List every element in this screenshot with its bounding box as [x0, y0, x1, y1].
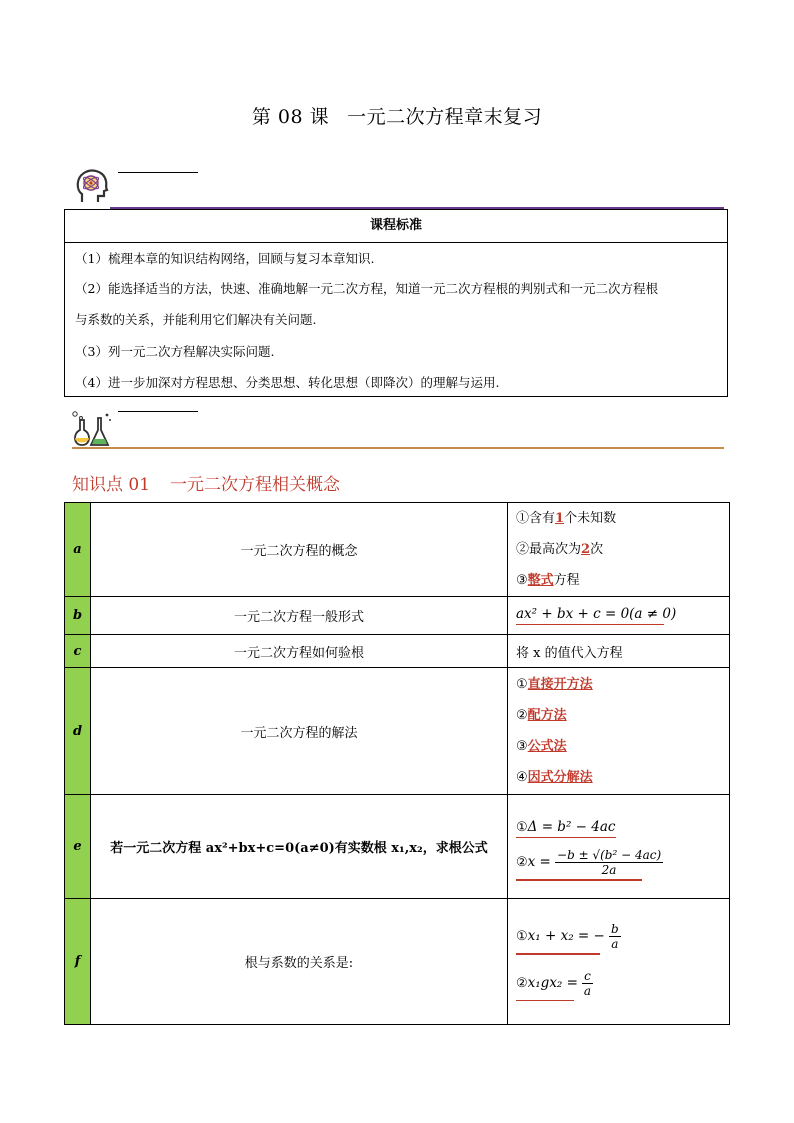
answer-text: 次: [590, 542, 604, 557]
knowledge-table: [64, 502, 730, 1025]
section-label: 知识点 01: [72, 475, 151, 495]
sum-formula-lhs: x₁ + x₂ = −: [527, 928, 605, 944]
row-answer: 将 x 的值代入方程: [508, 635, 730, 668]
row-topic: 根与系数的关系是:: [91, 899, 508, 1025]
brain-atom-icon: [72, 166, 112, 206]
fraction-denominator: 2a: [601, 863, 617, 877]
answer-blank: 整式: [527, 573, 554, 588]
row-label: c: [65, 635, 91, 668]
section-short-line: [118, 411, 198, 412]
standard-item: （3）列一元二次方程解决实际问题.: [75, 344, 275, 359]
table-row: [65, 503, 730, 597]
row-topic: 若一元二次方程 ax²+bx+c=0(a≠0)有实数根 x₁,x₂，求根公式: [91, 795, 508, 899]
orange-divider: [72, 447, 724, 449]
row-label: d: [65, 668, 91, 795]
row-answer: [508, 503, 730, 597]
answer-text: 方程: [553, 573, 580, 588]
row-label: a: [65, 503, 91, 597]
answer-text: ①: [516, 819, 528, 835]
header-short-line: [118, 172, 198, 173]
row-answer: [508, 795, 730, 899]
root-formula-lhs: x =: [527, 854, 551, 870]
answer-text: ④: [516, 770, 528, 785]
lesson-number: 第 08 课: [251, 106, 330, 128]
product-formula-lhs: x₁gx₂ =: [527, 974, 578, 991]
answer-underline: [516, 624, 664, 626]
row-topic: 一元二次方程如何验根: [91, 635, 508, 668]
standard-item: （4）进一步加深对方程思想、分类思想、转化思想（即降次）的理解与运用.: [75, 375, 500, 390]
fraction-denominator: a: [583, 983, 592, 998]
standard-item: （1）梳理本章的知识结构网络，回顾与复习本章知识.: [75, 251, 375, 266]
answer-blank: 2: [581, 542, 591, 557]
answer-text: ②: [516, 708, 528, 723]
method-line: [516, 700, 729, 731]
answer-text: ①含有: [516, 511, 556, 526]
standard-item: 与系数的关系，并能利用它们解决有关问题.: [75, 312, 317, 327]
page-title: [0, 102, 794, 129]
table-row: [65, 597, 730, 635]
method-name: 配方法: [527, 708, 567, 723]
root-formula-fraction: [555, 848, 663, 877]
table-row: [65, 668, 730, 795]
row-answer: [508, 899, 730, 1025]
row-answer: [508, 668, 730, 795]
sum-of-roots-line: [516, 922, 729, 955]
section-heading: 一元二次方程相关概念: [170, 475, 341, 495]
answer-underline: [516, 837, 616, 839]
course-standards-box: [64, 209, 728, 397]
method-name: 直接开方法: [527, 677, 593, 692]
answer-underline: [516, 953, 600, 955]
product-of-roots-line: [516, 969, 729, 1002]
answer-text: ①: [516, 929, 528, 944]
section-title: [72, 470, 340, 495]
method-line: [516, 669, 729, 700]
answer-underline: [516, 879, 642, 881]
standard-item: （2）能选择适当的方法，快速、准确地解一元二次方程，知道一元二次方程根的判别式和一元二次方程根: [75, 281, 658, 296]
sum-formula-fraction: [609, 922, 621, 951]
answer-text: ③: [516, 573, 528, 588]
lab-flask-icon: [70, 410, 114, 448]
root-formula-line: [516, 848, 729, 881]
row-answer: [508, 597, 730, 635]
method-name: 公式法: [527, 739, 567, 754]
standards-heading: 课程标准: [65, 210, 727, 243]
method-name: 因式分解法: [527, 770, 593, 785]
table-row: [65, 635, 730, 668]
fraction-numerator: b: [610, 922, 619, 936]
table-row: [65, 795, 730, 899]
answer-text: ①: [516, 677, 528, 692]
row-topic: 一元二次方程的解法: [91, 668, 508, 795]
product-formula-fraction: [582, 969, 593, 998]
general-form-formula: ax² + bx + c = 0(a ≠ 0): [516, 605, 677, 622]
lesson-title: 一元二次方程章末复习: [347, 106, 543, 128]
discriminant-line: [516, 813, 729, 839]
fraction-denominator: a: [611, 937, 619, 951]
row-label: f: [65, 899, 91, 1025]
answer-line: [516, 534, 729, 565]
discriminant-formula: Δ = b² − 4ac: [527, 818, 616, 835]
answer-line: [516, 503, 729, 534]
row-label: e: [65, 795, 91, 899]
answer-text: ②: [516, 855, 528, 870]
method-line: [516, 731, 729, 762]
answer-underline: [516, 1000, 574, 1002]
row-topic: 一元二次方程一般形式: [91, 597, 508, 635]
table-row: [65, 899, 730, 1025]
answer-text: ②最高次为: [516, 542, 582, 557]
answer-text: ②: [516, 975, 528, 991]
row-label: b: [65, 597, 91, 635]
answer-text: 个未知数: [564, 511, 617, 526]
answer-blank: 1: [555, 511, 565, 526]
fraction-numerator: −b ± √(b² − 4ac): [557, 848, 662, 862]
fraction-numerator: c: [584, 968, 591, 983]
row-topic: 一元二次方程的概念: [91, 503, 508, 597]
answer-text: ③: [516, 739, 528, 754]
answer-line: [516, 565, 729, 596]
method-line: [516, 762, 729, 793]
